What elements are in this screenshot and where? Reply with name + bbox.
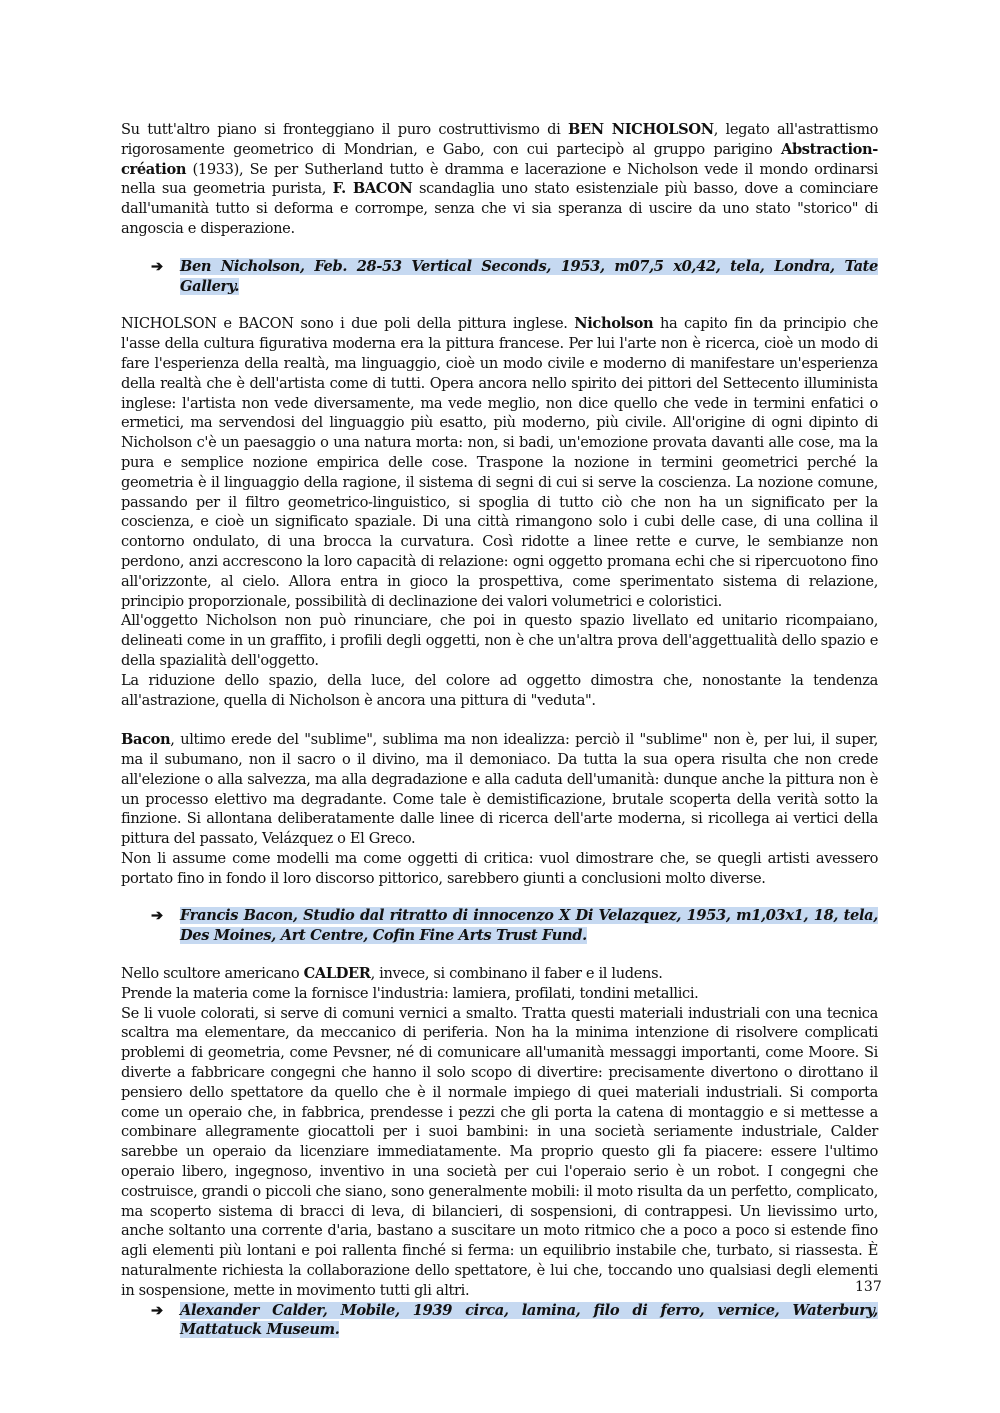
bold-name: CALDER <box>303 965 371 983</box>
paragraph-bacon <box>121 730 878 849</box>
paragraph-calder-intro <box>121 964 878 984</box>
paragraph-calder: Se li vuole colorati, si serve di comuni vernici a smalto. Tratta questi materiali industriali con una tecnica scaltra ma elementare, da meccanico di periferia. Non ha la minima intenzione di risolvere complicati problemi di geometria, come Pevsner, né di comunicare all'umanità messaggi importanti, come Moore. Si diverte a fabbricare congegni che hanno il solo scopo di divertire: precisamente divertono o dirottano il pensiero dello spettatore da quello che è il normale impiego di quei materiali industriali. Si comporta come un operaio che, in fabbrica, prendesse i pezzi che gli porta la catena di montaggio e si mettesse a combinare allegramente giocattoli per i suoi bambini: in una società seriamente industriale, Calder sarebbe un operaio da licenziare immediatamente. Ma proprio questo gli fa piacere: essere l'ultimo operaio libero, ingegnoso, inventivo in una società per cui l'operaio serio è un robot. I congegni che costruisce, grandi o piccoli che siano, sono generalmente mobili: il moto risulta da un perfetto, complicato, ma scoperto sistema di bracci di leva, di bilancieri, di sospensioni, di contrappesi. Un lievissimo urto, anche soltanto una corrente d'aria, bastano a suscitare un moto ritmico che a poco a poco si estende fino agli elementi più lontani e poi rallenta finché si ferma: un equilibrio instabile che, turbato, si riassesta. È naturalmente richiesta la collaborazione dello spettatore, è lui che, toccando uno qualsiasi degli elementi in sospensione, mette in movimento tutti gli altri. <box>121 1004 878 1299</box>
text: ha capito fin da principio che l'asse della cultura figurativa moderna era la pittura francese. Per lui l'arte non è ricerca, cioè un modo di fare l'esperienza della realtà, ma linguaggio, cioè un modo civile e moderno di manifestare un'esperienza della realtà che è dell'artista come di tutti. Opera ancora nello spirito dei pittori del Settecento illuminista inglese: l'artista non vede diversamente, ma vede meglio, non dice quello che vede in termini enfatici o ermetici, ma servendosi del linguaggio più esatto, più moderno, più civile. All'origine di ogni dipinto di Nicholson c'è un paesaggio o una natura morta: non, si badi, un'emozione provata davanti alle cose, ma la pura e semplice nozione empirica delle cose. Traspone la nozione in termini geometrici perché la geometria è il linguaggio della ragione, il sistema di segni di cui si serve la coscienza. La nozione comune, passando per il filtro geometrico-linguistico, si spoglia di tutto ciò che non ha un significato per la coscienza, e cioè un significato spaziale. Di una città rimangono solo i cubi delle case, di una collina il contorno ondulato, di una brocca la curvatura. Così ridotte a linee rette e curve, le sembianze non perdono, anzi accrescono la loro capacità di relazione: ogni oggetto promana echi che si ripercuotono fino all'orizzonte, al cielo. Allora entra in gioco la prospettiva, come sperimentato sistema di relazione, principio proporzionale, possibilità di declinazione dei valori volumetrici e coloristici. <box>121 315 878 610</box>
text: , invece, si combinano il faber e il ludens. <box>370 965 663 983</box>
bold-group: Abstraction-création <box>121 140 878 178</box>
paragraph-materia: Prende la materia come la fornisce l'industria: lamiera, profilati, tondini metallici. <box>121 984 699 1002</box>
caption-text: Alexander Calder, Mobile, 1939 circa, lamina, filo di ferro, vernice, Waterbury, Mattatuck Museum. <box>180 1301 878 1339</box>
paragraph-riduzione: La riduzione dello spazio, della luce, del colore ad oggetto dimostra che, nonostante la tendenza all'astrazione, quella di Nicholson è ancora una pittura di "veduta". <box>121 671 878 709</box>
artwork-caption-nicholson <box>121 257 878 297</box>
caption-text: Francis Bacon, Studio dal ritratto di innocenzo X Di Velazquez, 1953, m1,03x1, 18, tela, Des Moines, Art Centre, Cofin Fine Arts Trust Fund. <box>180 907 878 945</box>
paragraph-modelli: Non li assume come modelli ma come oggetti di critica: vuol dimostrare che, se quegli artisti avessero portato fino in fondo il loro discorso pittorico, sarebbero giunti a conclusioni molto diverse. <box>121 849 878 887</box>
paragraph-intro <box>121 120 878 239</box>
text: , ultimo erede del "sublime", sublima ma non idealizza: perciò il "sublime" non è, per lui, il super, ma il subumano, non il sacro o il divino, ma il demoniaco. Da tutta la sua opera risulta che non crede all'elezione o alla salvezza, ma alla degradazione e alla caduta dell'umanità: dunque anche la pittura non è un processo elettivo ma degradante. Come tale è demistificazione, brutale scoperta della verità sotto la finzione. Si allontana deliberatamente dalle linee di ricerca dell'arte moderna, si ricollega ai vertici della pittura del passato, Velázquez o El Greco. <box>121 731 878 848</box>
text: (1933), Se per Sutherland tutto è dramma e lacerazione e Nicholson vede il mondo ordinarsi nella sua geometria purista, <box>121 160 878 198</box>
text: Nello scultore americano <box>121 965 304 983</box>
artwork-caption-calder <box>121 1301 878 1341</box>
paragraph-oggetto: All'oggetto Nicholson non può rinunciare, che poi in questo spazio livellato ed unitario ricompaiano, delineati come in un graffito, i profili degli oggetti, non è che un'altra prova dell'aggettualità dello spazio e della spazialità dell'oggetto. <box>121 612 878 669</box>
arrow-icon: ➔ <box>151 907 163 925</box>
text: scandaglia uno stato esistenziale più basso, dove a cominciare dall'umanità tutto si deforma e corrompe, senza che vi sia speranza di uscire da uno stato "storico" di angoscia e disperazione. <box>121 180 878 237</box>
arrow-icon: ➔ <box>151 257 163 275</box>
bold-name: BEN NICHOLSON <box>567 121 714 138</box>
paragraph-nicholson <box>121 314 878 611</box>
bold-name: Nicholson <box>574 315 654 333</box>
arrow-icon: ➔ <box>151 1301 163 1319</box>
bold-name: F. BACON <box>332 180 413 198</box>
bold-name: Bacon <box>121 731 171 749</box>
text: , legato all'astrattismo rigorosamente geometrico di Mondrian, e Gabo, con cui partecipò al gruppo parigino <box>121 121 878 158</box>
text: Su tutt'altro piano si fronteggiano il puro costruttivismo di <box>121 121 568 138</box>
text: NICHOLSON e BACON sono i due poli della pittura inglese. <box>121 315 575 333</box>
caption-text: Ben Nicholson, Feb. 28-53 Vertical Seconds, 1953, m07,5 x0,42, tela, Londra, Tate Gallery. <box>180 257 878 295</box>
artwork-caption-bacon <box>121 906 878 946</box>
page-number: 137 <box>855 1279 882 1295</box>
page-body <box>121 120 878 1340</box>
